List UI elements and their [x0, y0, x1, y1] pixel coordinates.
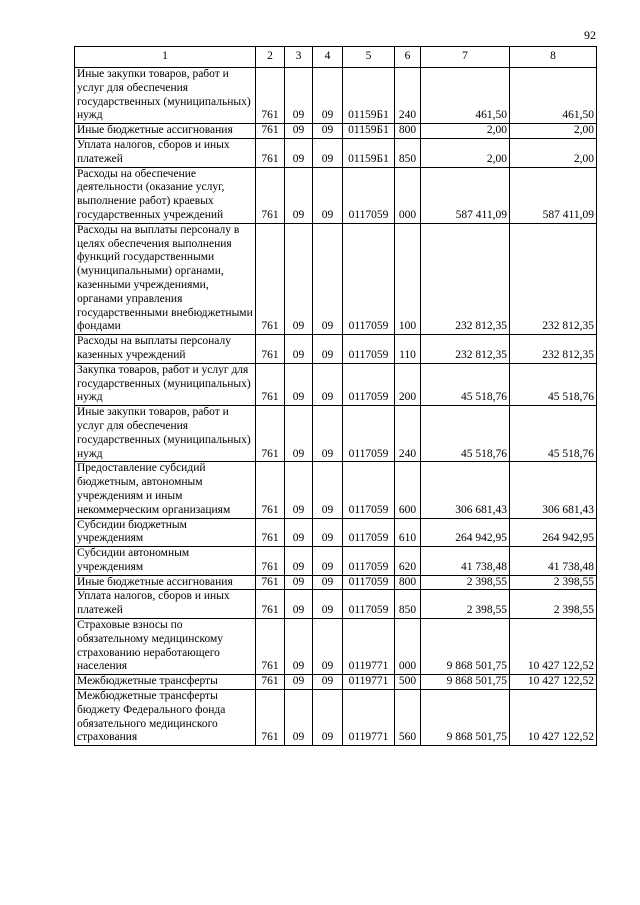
cell-amount-year-2: 587 411,09 [510, 167, 597, 223]
cell-target-article: 0117059 [343, 363, 395, 405]
cell-subsection: 09 [313, 547, 343, 576]
cell-name: Расходы на выплаты персоналу казенных учреждений [75, 335, 256, 364]
cell-expense-type: 000 [395, 619, 421, 675]
cell-amount-year-1: 2,00 [421, 124, 510, 139]
cell-amount-year-2: 45 518,76 [510, 363, 597, 405]
cell-amount-year-1: 2,00 [421, 138, 510, 167]
cell-target-article: 01159Б1 [343, 138, 395, 167]
cell-amount-year-1: 461,50 [421, 68, 510, 124]
cell-amount-year-2: 10 427 122,52 [510, 675, 597, 690]
cell-section: 09 [285, 406, 313, 462]
table-row [75, 690, 597, 746]
page-number: 92 [584, 28, 596, 42]
cell-section: 09 [285, 547, 313, 576]
cell-amount-year-2: 2 398,55 [510, 590, 597, 619]
table-row [75, 675, 597, 690]
cell-name: Иные бюджетные ассигнования [75, 124, 256, 139]
cell-subsection: 09 [313, 462, 343, 518]
cell-expense-type: 240 [395, 68, 421, 124]
cell-amount-year-1: 2 398,55 [421, 575, 510, 590]
cell-amount-year-1: 232 812,35 [421, 223, 510, 334]
cell-admin-code: 761 [256, 675, 285, 690]
cell-amount-year-2: 10 427 122,52 [510, 690, 597, 746]
cell-expense-type: 240 [395, 406, 421, 462]
cell-target-article: 0117059 [343, 547, 395, 576]
table-row [75, 619, 597, 675]
cell-name: Межбюджетные трансферты [75, 675, 256, 690]
cell-admin-code: 761 [256, 68, 285, 124]
cell-expense-type: 610 [395, 518, 421, 547]
cell-name: Уплата налогов, сборов и иных платежей [75, 590, 256, 619]
cell-section: 09 [285, 518, 313, 547]
cell-target-article: 0117059 [343, 575, 395, 590]
cell-expense-type: 620 [395, 547, 421, 576]
cell-target-article: 0117059 [343, 335, 395, 364]
cell-admin-code: 761 [256, 406, 285, 462]
cell-name: Межбюджетные трансферты бюджету Федерального фонда обязательного медицинского страхования [75, 690, 256, 746]
cell-target-article: 0117059 [343, 406, 395, 462]
cell-admin-code: 761 [256, 575, 285, 590]
table-row [75, 547, 597, 576]
cell-subsection: 09 [313, 619, 343, 675]
table-row [75, 363, 597, 405]
header-cell-2: 2 [256, 47, 285, 68]
cell-amount-year-1: 9 868 501,75 [421, 619, 510, 675]
cell-target-article: 0119771 [343, 675, 395, 690]
cell-subsection: 09 [313, 335, 343, 364]
cell-target-article: 0117059 [343, 223, 395, 334]
cell-amount-year-2: 232 812,35 [510, 335, 597, 364]
cell-expense-type: 200 [395, 363, 421, 405]
cell-expense-type: 500 [395, 675, 421, 690]
cell-amount-year-1: 587 411,09 [421, 167, 510, 223]
cell-name: Предоставление субсидий бюджетным, автономным учреждениям и иным некоммерческим организациям [75, 462, 256, 518]
cell-amount-year-2: 232 812,35 [510, 223, 597, 334]
cell-expense-type: 850 [395, 138, 421, 167]
cell-section: 09 [285, 675, 313, 690]
cell-expense-type: 800 [395, 575, 421, 590]
cell-amount-year-2: 461,50 [510, 68, 597, 124]
cell-subsection: 09 [313, 124, 343, 139]
cell-amount-year-1: 9 868 501,75 [421, 675, 510, 690]
header-cell-4: 4 [313, 47, 343, 68]
cell-subsection: 09 [313, 575, 343, 590]
cell-expense-type: 110 [395, 335, 421, 364]
table-row [75, 590, 597, 619]
table-row [75, 335, 597, 364]
header-cell-8: 8 [510, 47, 597, 68]
cell-amount-year-2: 306 681,43 [510, 462, 597, 518]
cell-expense-type: 100 [395, 223, 421, 334]
cell-target-article: 01159Б1 [343, 124, 395, 139]
table-body [75, 68, 597, 746]
cell-section: 09 [285, 124, 313, 139]
cell-section: 09 [285, 68, 313, 124]
cell-target-article: 0117059 [343, 590, 395, 619]
cell-target-article: 01159Б1 [343, 68, 395, 124]
cell-amount-year-2: 2,00 [510, 138, 597, 167]
cell-amount-year-1: 45 518,76 [421, 406, 510, 462]
cell-section: 09 [285, 619, 313, 675]
cell-amount-year-2: 45 518,76 [510, 406, 597, 462]
cell-expense-type: 600 [395, 462, 421, 518]
table-header [75, 47, 597, 68]
cell-amount-year-1: 232 812,35 [421, 335, 510, 364]
cell-subsection: 09 [313, 675, 343, 690]
cell-subsection: 09 [313, 68, 343, 124]
header-cell-5: 5 [343, 47, 395, 68]
cell-name: Уплата налогов, сборов и иных платежей [75, 138, 256, 167]
cell-name: Страховые взносы по обязательному медицинскому страхованию неработающего населения [75, 619, 256, 675]
cell-expense-type: 850 [395, 590, 421, 619]
cell-expense-type: 000 [395, 167, 421, 223]
cell-admin-code: 761 [256, 619, 285, 675]
table-row [75, 223, 597, 334]
cell-admin-code: 761 [256, 518, 285, 547]
header-row [75, 47, 597, 68]
cell-subsection: 09 [313, 406, 343, 462]
table-row [75, 138, 597, 167]
cell-amount-year-2: 10 427 122,52 [510, 619, 597, 675]
table-row [75, 462, 597, 518]
cell-section: 09 [285, 690, 313, 746]
cell-section: 09 [285, 223, 313, 334]
cell-admin-code: 761 [256, 167, 285, 223]
header-cell-1: 1 [75, 47, 256, 68]
cell-admin-code: 761 [256, 138, 285, 167]
cell-section: 09 [285, 590, 313, 619]
cell-subsection: 09 [313, 690, 343, 746]
cell-target-article: 0117059 [343, 462, 395, 518]
cell-amount-year-1: 45 518,76 [421, 363, 510, 405]
table-row [75, 124, 597, 139]
cell-target-article: 0119771 [343, 619, 395, 675]
header-cell-7: 7 [421, 47, 510, 68]
table-row [75, 575, 597, 590]
header-cell-3: 3 [285, 47, 313, 68]
cell-admin-code: 761 [256, 335, 285, 364]
cell-amount-year-1: 41 738,48 [421, 547, 510, 576]
cell-amount-year-1: 9 868 501,75 [421, 690, 510, 746]
cell-amount-year-1: 264 942,95 [421, 518, 510, 547]
cell-name: Закупка товаров, работ и услуг для государственных (муниципальных) нужд [75, 363, 256, 405]
cell-section: 09 [285, 335, 313, 364]
cell-amount-year-1: 2 398,55 [421, 590, 510, 619]
cell-expense-type: 800 [395, 124, 421, 139]
cell-name: Субсидии автономным учреждениям [75, 547, 256, 576]
cell-subsection: 09 [313, 138, 343, 167]
cell-subsection: 09 [313, 518, 343, 547]
cell-admin-code: 761 [256, 462, 285, 518]
cell-amount-year-2: 41 738,48 [510, 547, 597, 576]
cell-section: 09 [285, 138, 313, 167]
table-row [75, 406, 597, 462]
cell-section: 09 [285, 575, 313, 590]
cell-amount-year-2: 264 942,95 [510, 518, 597, 547]
budget-table [74, 46, 597, 746]
cell-subsection: 09 [313, 167, 343, 223]
cell-target-article: 0117059 [343, 167, 395, 223]
cell-section: 09 [285, 167, 313, 223]
cell-amount-year-2: 2,00 [510, 124, 597, 139]
cell-target-article: 0119771 [343, 690, 395, 746]
cell-admin-code: 761 [256, 590, 285, 619]
cell-subsection: 09 [313, 363, 343, 405]
cell-name: Расходы на обеспечение деятельности (оказание услуг, выполнение работ) краевых государственных учреждений [75, 167, 256, 223]
header-cell-6: 6 [395, 47, 421, 68]
cell-section: 09 [285, 462, 313, 518]
cell-expense-type: 560 [395, 690, 421, 746]
cell-name: Расходы на выплаты персоналу в целях обеспечения выполнения функций государственными (муниципальными) органами, казенными учреждениями, органами управления государственными внебюджетными фондами [75, 223, 256, 334]
cell-admin-code: 761 [256, 124, 285, 139]
table-row [75, 518, 597, 547]
table-row [75, 68, 597, 124]
cell-admin-code: 761 [256, 363, 285, 405]
cell-target-article: 0117059 [343, 518, 395, 547]
cell-name: Субсидии бюджетным учреждениям [75, 518, 256, 547]
table-row [75, 167, 597, 223]
cell-amount-year-1: 306 681,43 [421, 462, 510, 518]
cell-admin-code: 761 [256, 547, 285, 576]
cell-name: Иные бюджетные ассигнования [75, 575, 256, 590]
cell-name: Иные закупки товаров, работ и услуг для обеспечения государственных (муниципальных) нужд [75, 406, 256, 462]
cell-admin-code: 761 [256, 690, 285, 746]
cell-name: Иные закупки товаров, работ и услуг для обеспечения государственных (муниципальных) нужд [75, 68, 256, 124]
cell-subsection: 09 [313, 590, 343, 619]
cell-admin-code: 761 [256, 223, 285, 334]
cell-amount-year-2: 2 398,55 [510, 575, 597, 590]
cell-subsection: 09 [313, 223, 343, 334]
cell-section: 09 [285, 363, 313, 405]
